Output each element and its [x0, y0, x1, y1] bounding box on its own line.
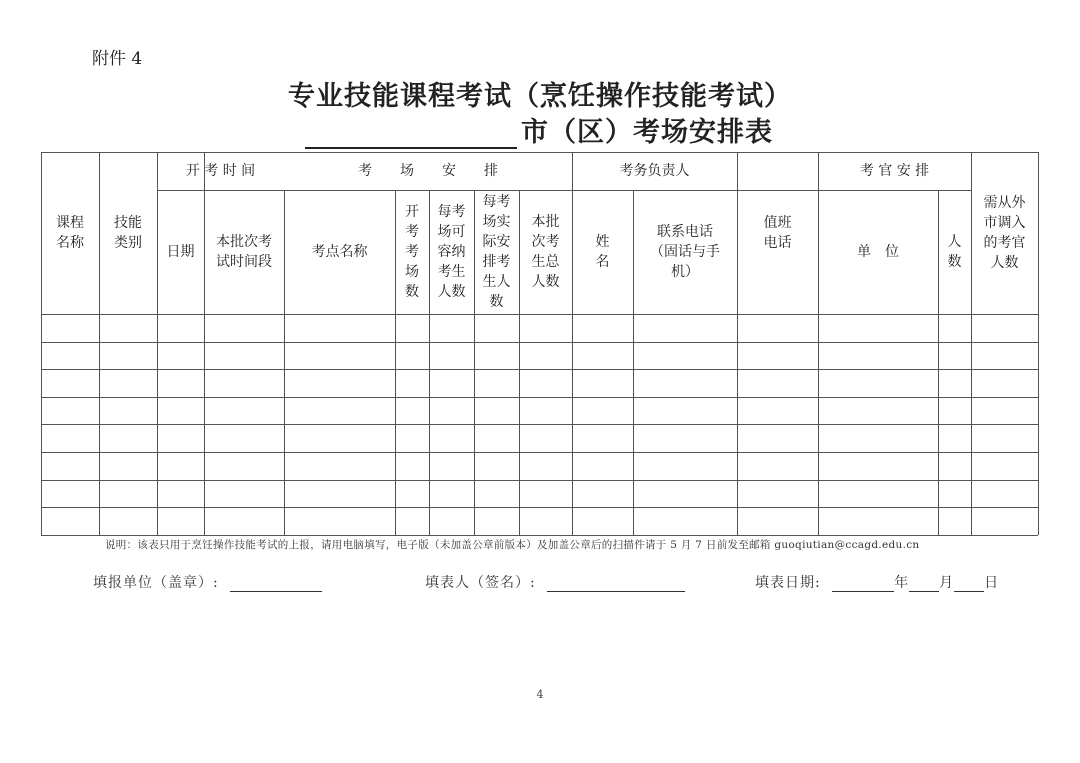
row-line	[41, 369, 1038, 370]
fill-month-label: 月	[939, 575, 955, 591]
header-text: 场实	[482, 214, 511, 230]
header-text: 考	[405, 244, 419, 260]
fill-date-field	[755, 572, 999, 592]
header-text: 场可	[437, 224, 466, 240]
header-text: 数	[489, 294, 504, 310]
fill-unit-label: 填报单位（盖章）:	[93, 575, 219, 591]
fill-month-line[interactable]	[909, 577, 939, 592]
header-text: 值班	[763, 215, 792, 231]
fill-date-label: 填表日期:	[755, 575, 821, 591]
row-line	[41, 452, 1038, 453]
header-venue-arrangement	[284, 152, 572, 190]
header-room-actual	[474, 190, 519, 314]
header-person-in-charge	[572, 152, 737, 190]
header-text: （固话与手	[650, 244, 720, 260]
header-contact-phone	[633, 190, 737, 314]
header-text: 开	[405, 204, 419, 220]
row-line	[41, 507, 1038, 508]
header-text: 的考官	[983, 235, 1026, 251]
header-text: 场	[405, 264, 419, 280]
header-text: 生人	[482, 274, 511, 290]
header-text: 排考	[482, 254, 511, 270]
fill-year-line[interactable]	[832, 577, 894, 592]
header-text: 类别	[114, 235, 142, 251]
instruction-note: 说明：该表只用于烹饪操作技能考试的上报，请用电脑填写，电子版（未加盖公章前版本）及加盖公章后的扫描件请于 5 月 7 日前发至邮箱 guoqiutian@ccagd.edu.cn	[105, 539, 920, 551]
header-text: 本批次考	[216, 234, 272, 250]
header-text: 次考	[531, 234, 560, 250]
fill-filler-line[interactable]	[547, 577, 685, 592]
header-exam-time	[157, 152, 284, 190]
header-text: 本批	[531, 214, 560, 230]
header-name	[572, 190, 633, 314]
city-blank-line	[305, 121, 517, 149]
row-line	[41, 397, 1038, 398]
header-room-capacity	[429, 190, 474, 314]
header-text: 日期	[166, 244, 195, 260]
header-text: 名	[595, 254, 610, 270]
fill-filler-label: 填表人（签名）:	[425, 575, 536, 591]
header-text: 考生	[437, 264, 466, 280]
table-border-bottom	[41, 535, 1038, 536]
header-text: 试时间段	[216, 254, 272, 270]
header-text: 每考	[437, 204, 466, 220]
header-text: 考 官 安 排	[859, 163, 930, 179]
header-duty-phone	[737, 152, 818, 314]
attachment-label: 附件 4	[92, 49, 143, 69]
row-line	[41, 424, 1038, 425]
header-text: 机）	[671, 264, 699, 280]
header-text: 人数	[531, 274, 560, 290]
subtitle-text: 市（区）考场安排表	[521, 117, 773, 148]
fill-day-line[interactable]	[954, 577, 984, 592]
header-text: 需从外	[983, 195, 1026, 211]
header-text: 技能	[114, 215, 142, 231]
column-line	[1038, 152, 1039, 535]
header-text: 数	[947, 254, 962, 270]
header-text: 际安	[482, 234, 511, 250]
header-text: 电话	[763, 235, 792, 251]
fill-day-label: 日	[984, 575, 1000, 591]
header-text: 人	[947, 234, 962, 250]
header-date	[157, 190, 204, 314]
header-text: 开 考 时 间	[185, 163, 256, 179]
header-text: 单 位	[857, 244, 899, 260]
document-subtitle	[305, 110, 773, 149]
fill-unit-field	[93, 572, 322, 592]
arrangement-table	[41, 152, 1038, 535]
header-examiner-arrangement	[818, 152, 971, 190]
header-text: 考务负责人	[619, 163, 690, 179]
header-text: 考	[405, 224, 419, 240]
header-text: 名称	[56, 235, 84, 251]
header-text: 姓	[595, 234, 610, 250]
header-text: 人数	[990, 255, 1019, 271]
header-text: 考 场 安 排	[358, 163, 498, 179]
row-line	[41, 480, 1038, 481]
fill-unit-line[interactable]	[230, 577, 322, 592]
header-text: 每考	[482, 194, 511, 210]
row-line	[41, 342, 1038, 343]
header-people	[938, 190, 971, 314]
header-text: 考点名称	[311, 244, 368, 260]
fill-year-label: 年	[894, 575, 910, 591]
header-unit	[818, 190, 938, 314]
header-text: 数	[405, 284, 419, 300]
page-number: 4	[536, 688, 544, 701]
header-skill-type	[99, 152, 157, 314]
header-text: 容纳	[437, 244, 466, 260]
header-venue-name	[284, 190, 395, 314]
header-text: 人数	[437, 284, 466, 300]
header-external-examiners	[971, 152, 1038, 314]
header-text: 联系电话	[657, 224, 713, 240]
header-room-count	[395, 190, 429, 314]
header-bottom-line	[41, 314, 1038, 315]
header-text: 生总	[531, 254, 560, 270]
header-text: 市调入	[983, 215, 1026, 231]
header-course-name	[41, 152, 99, 314]
document-title: 专业技能课程考试（烹饪操作技能考试）	[288, 81, 792, 112]
fill-filler-field	[425, 572, 685, 592]
header-batch-time	[204, 190, 284, 314]
header-text: 课程	[56, 215, 84, 231]
header-batch-total	[519, 190, 572, 314]
